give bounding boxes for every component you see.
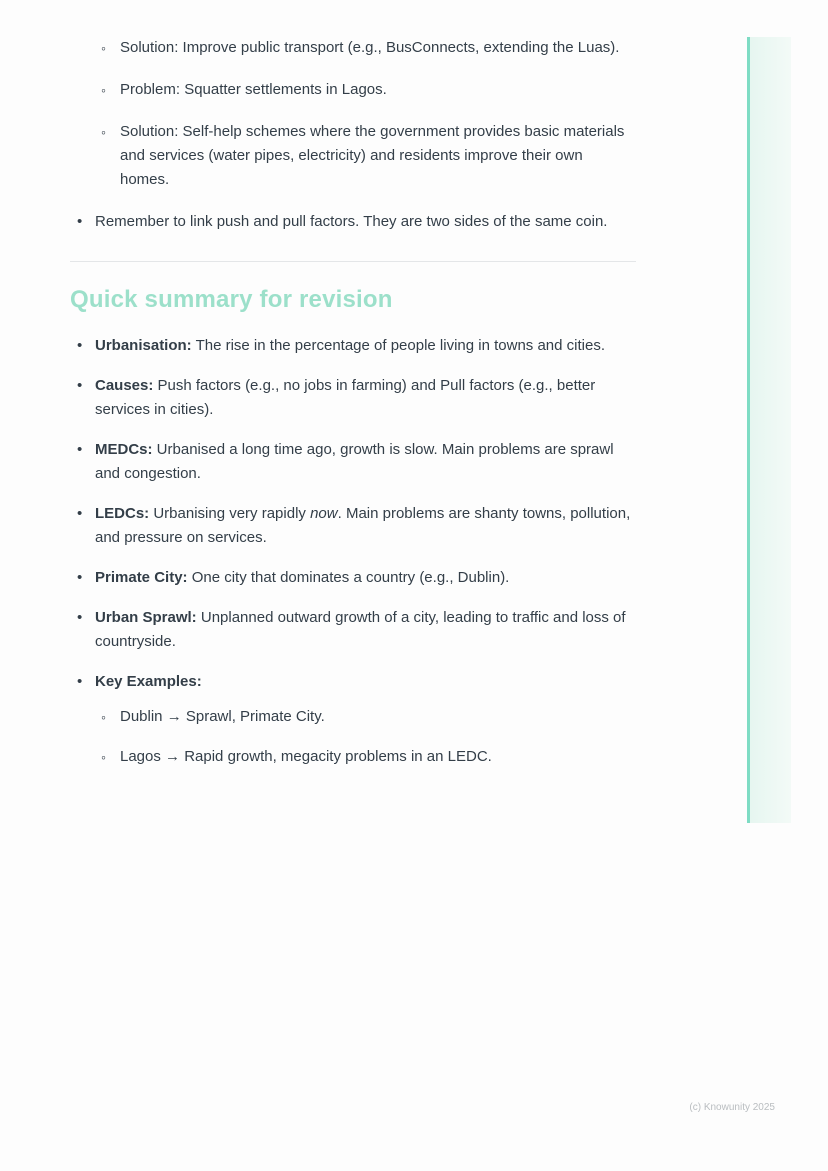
list-item	[70, 210, 636, 234]
list-item-text: Lagos → Rapid growth, megacity problems in an LEDC.	[120, 748, 492, 765]
term-label: Primate City:	[95, 569, 188, 586]
reminder-list	[70, 210, 636, 234]
list-item	[70, 502, 636, 550]
list-item	[70, 120, 636, 192]
list-item	[70, 78, 636, 102]
list-item	[95, 705, 636, 729]
term-label: Causes:	[95, 377, 154, 394]
decorative-accent-strip	[747, 37, 791, 823]
term-label: Key Examples:	[95, 673, 202, 690]
list-item	[70, 334, 636, 358]
term-definition: One city that dominates a country (e.g., Dublin).	[187, 569, 510, 586]
document-content	[70, 36, 636, 785]
term-label: MEDCs:	[95, 441, 153, 458]
footer-credit: (c) Knowunity 2025	[689, 1102, 775, 1113]
emphasized-word: now	[310, 505, 338, 522]
list-item	[95, 745, 636, 769]
summary-list	[70, 334, 636, 769]
list-item	[70, 606, 636, 654]
list-item	[70, 438, 636, 486]
problems-solutions-sub-list	[70, 36, 636, 192]
term-definition: Urbanised a long time ago, growth is slow. Main problems are sprawl and congestion.	[95, 441, 614, 482]
list-item	[70, 566, 636, 590]
section-heading: Quick summary for revision	[70, 286, 393, 313]
term-label: Urbanisation:	[95, 337, 192, 354]
term-definition: . Main problems are shanty towns, pollution, and pressure on services.	[95, 505, 631, 546]
key-examples-list	[95, 705, 636, 769]
list-item-text: Dublin → Sprawl, Primate City.	[120, 708, 325, 725]
term-definition: The rise in the percentage of people living in towns and cities.	[191, 337, 605, 354]
list-item-text: Solution: Improve public transport (e.g., BusConnects, extending the Luas).	[120, 39, 620, 56]
term-label: Urban Sprawl:	[95, 609, 197, 626]
list-item	[70, 36, 636, 60]
list-item-text: Problem: Squatter settlements in Lagos.	[120, 81, 387, 98]
list-item	[70, 670, 636, 769]
list-item-text: Remember to link push and pull factors. They are two sides of the same coin.	[95, 213, 608, 230]
section-divider	[70, 261, 636, 262]
term-definition: Push factors (e.g., no jobs in farming) and Pull factors (e.g., better services in cities).	[95, 377, 596, 418]
list-item-text: Solution: Self-help schemes where the government provides basic materials and services (water pipes, electricity) and residents improve their own homes.	[120, 123, 625, 188]
term-definition: Unplanned outward growth of a city, leading to traffic and loss of countryside.	[95, 609, 626, 650]
term-definition: Urbanising very rapidly	[149, 505, 311, 522]
term-label: LEDCs:	[95, 505, 150, 522]
list-item	[70, 374, 636, 422]
